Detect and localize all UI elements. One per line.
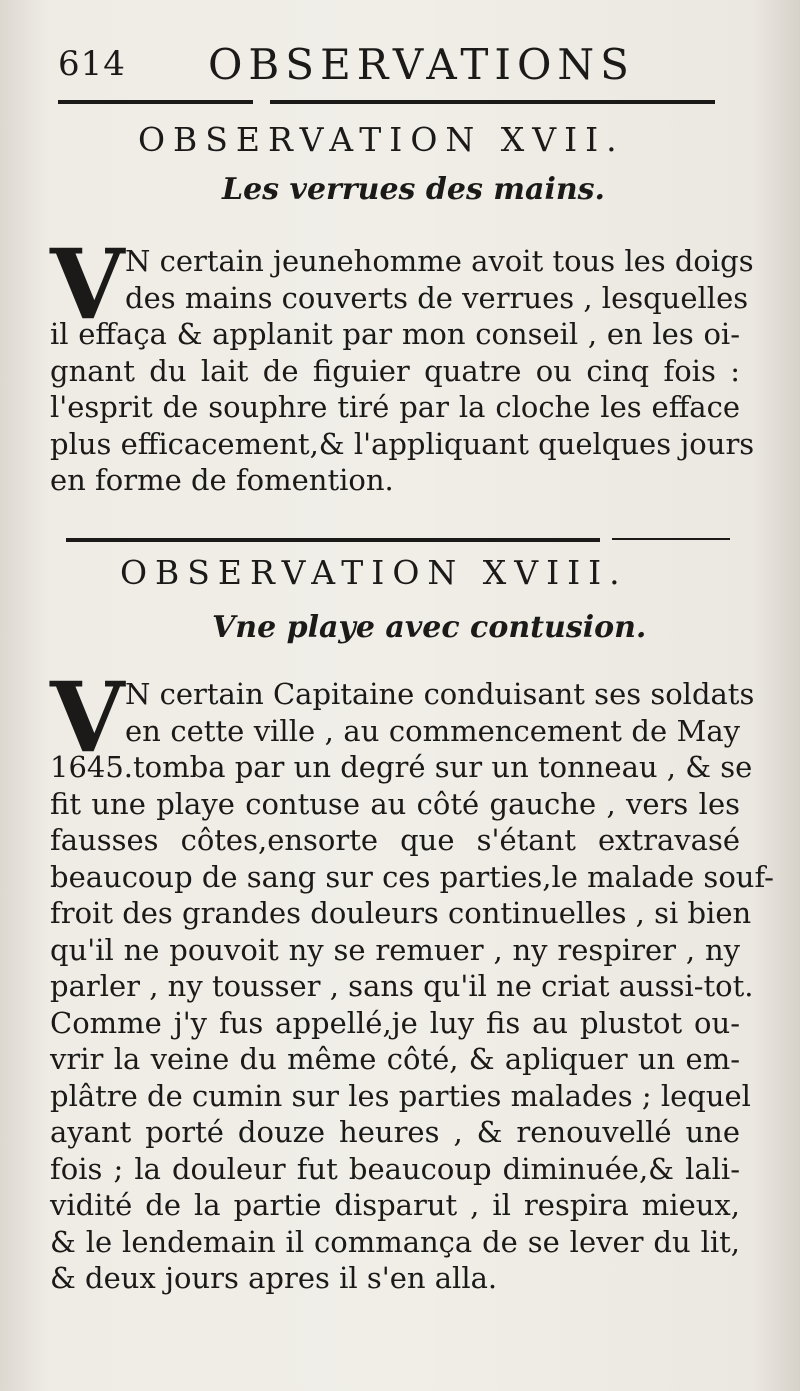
- text-line: & deux jours apres il s'en alla.: [50, 1261, 498, 1295]
- text-line: gnant du lait de figuier quatre ou cinq fois :: [50, 353, 740, 388]
- text-line: qu'il ne pouvoit ny se remuer , ny respirer , ny: [50, 932, 740, 967]
- text-line: des mains couverts de verrues , lesquelles: [125, 280, 749, 315]
- section-rule-left: [66, 538, 600, 542]
- section-rule-right: [612, 538, 730, 540]
- running-head: OBSERVATIONS: [208, 40, 635, 89]
- text-line: Comme j'y fus appellé,je luy fis au plustot ou-: [50, 1005, 740, 1040]
- text-line: N certain jeunehomme avoit tous les doigs: [125, 244, 754, 278]
- text-line: N certain Capitaine conduisant ses soldats: [125, 677, 755, 711]
- header-rule-right: [270, 100, 715, 104]
- observation-18-subtitle: Vne playe avec contusion.: [212, 610, 647, 645]
- page-header: [58, 40, 758, 100]
- text-line: fit une playe contuse au côté gauche , vers les: [50, 786, 740, 821]
- text-line: plâtre de cumin sur les parties malades ; lequel: [50, 1078, 751, 1113]
- text-line: l'esprit de souphre tiré par la cloche les efface: [50, 390, 740, 424]
- text-line: parler , ny tousser , sans qu'il ne criat aussi-tot.: [50, 969, 754, 1003]
- text-line: 1645.tomba par un degré sur un tonneau , & se: [50, 750, 753, 784]
- text-line: il effaça & applanit par mon conseil , en les oi-: [50, 317, 740, 351]
- text-line: vrir la veine du même côté, & apliquer un em-: [50, 1042, 740, 1076]
- text-line: ayant porté douze heures , & renouvellé une: [50, 1115, 740, 1149]
- observation-17-heading: OBSERVATION XVII.: [138, 120, 625, 159]
- header-rule-left: [58, 100, 253, 104]
- text-line: en cette ville , au commencement de May: [125, 713, 740, 748]
- text-line: fausses côtes,ensorte que s'étant extravasé: [50, 823, 740, 857]
- text-line: vidité de la partie disparut , il respira mieux,: [50, 1188, 740, 1222]
- observation-18-body: [50, 661, 774, 1297]
- text-line: fois ; la douleur fut beaucoup diminuée,& lali-: [50, 1151, 740, 1186]
- observation-18-heading: OBSERVATION XVIII.: [120, 553, 628, 592]
- text-line: plus efficacement,& l'appliquant quelques jours: [50, 426, 755, 461]
- text-line: en forme de fomention.: [50, 463, 394, 497]
- text-line: froit des grandes douleurs continuelles , si bien: [50, 896, 752, 930]
- observation-17-body: [50, 228, 755, 499]
- drop-cap: V: [50, 228, 125, 341]
- text-line: beaucoup de sang sur ces parties,le malade souf-: [50, 859, 774, 894]
- text-line: & le lendemain il commança de se lever du lit,: [50, 1224, 740, 1259]
- drop-cap: V: [50, 661, 125, 774]
- observation-17-subtitle: Les verrues des mains.: [222, 172, 605, 207]
- page-number: 614: [58, 44, 126, 84]
